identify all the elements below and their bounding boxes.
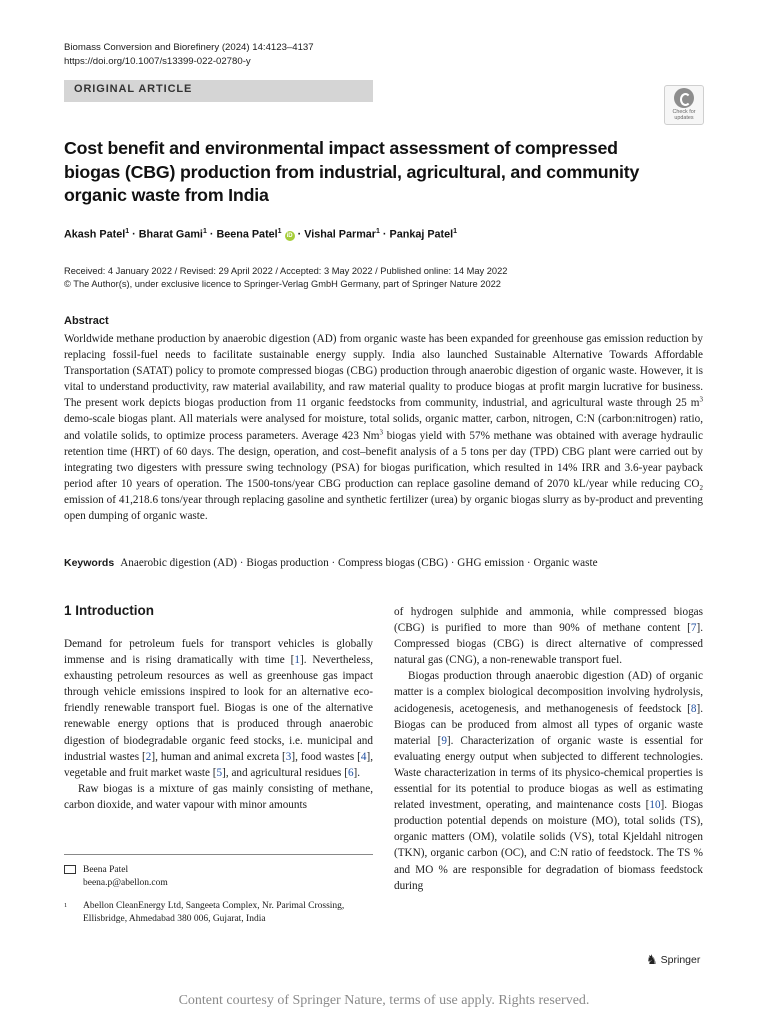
affiliation-marker: 1 xyxy=(202,228,207,235)
article-type-bar xyxy=(64,80,373,102)
courtesy-notice: Content courtesy of Springer Nature, terms of use apply. Rights reserved. xyxy=(178,993,590,1008)
author-separator: · xyxy=(379,228,390,241)
doi-link[interactable]: https://doi.org/10.1007/s13399-022-02780-y xyxy=(64,56,251,67)
keywords-label: Keywords xyxy=(64,557,115,569)
refresh-icon xyxy=(674,88,694,108)
superscript: 3 xyxy=(379,427,383,436)
paragraph xyxy=(394,604,703,668)
corresponding-author xyxy=(64,864,168,889)
text: ]. Nevertheless, exhausting petroleum resources as well as greenhouse gas impact through vehicle emissions inspired to look for an alternative eco-friendly renewable transport fuel. Biogas is one of the alternative renewable energy options that is produced through anaerobic digestion of biodegradable organic feed stocks, i.e. municipal and industrial wastes [ xyxy=(64,654,373,763)
text: ]. Biogas production potential depends on moisture (MO), total solids (TS), organic matters (OM), volatile solids (VS), total Kjeldahl nitrogen (TKN), organic carbon (OC), and C:N ratio of feedstock. The TS % and MO % are responsible for degradation of biomass feedstock during xyxy=(394,799,703,892)
check-for-updates-badge[interactable] xyxy=(664,85,704,125)
text: of hydrogen sulphide and ammonia, while compressed biogas (CBG) is purified to more than 90% of methane content [ xyxy=(394,606,703,635)
affiliation-marker: 1 xyxy=(453,228,458,235)
paragraph: Raw biogas is a mixture of gas mainly consisting of methane, carbon dioxide, and water vapour with minor amounts xyxy=(64,782,373,811)
affiliation-marker: 1 xyxy=(376,228,380,235)
abstract-text-part: emission of 41,218.6 tons/year through replacing gasoline and synthetic fertilizer (urea) by organic biogas slurry as by-product and preventing open dumping of organic waste. xyxy=(64,493,703,523)
affiliation xyxy=(64,900,373,925)
copyright-line: © The Author(s), under exclusive licence to Springer-Verlag GmbH Germany, part of Springer Nature 2022 xyxy=(64,279,501,289)
author-name[interactable]: Vishal Parmar xyxy=(304,228,377,241)
citation-link[interactable]: 2 xyxy=(145,750,152,763)
journal-header xyxy=(64,41,314,69)
journal-citation: Biomass Conversion and Biorefinery (2024) 14:4123–4137 xyxy=(64,42,314,53)
paragraph xyxy=(394,668,703,893)
right-column xyxy=(394,604,703,894)
author-name[interactable]: Bharat Gami xyxy=(138,228,203,241)
author-separator: · xyxy=(206,228,217,241)
text: ], and agricultural residues [ xyxy=(222,766,348,779)
text: ], human and animal excreta [ xyxy=(151,750,286,763)
keywords-text: Anaerobic digestion (AD) · Biogas production · Compress biogas (CBG) · GHG emission · Organic waste xyxy=(120,557,598,569)
citation-link[interactable]: 8 xyxy=(690,702,697,715)
abstract-body xyxy=(64,331,703,524)
text: ]. Compressed biogas (CBG) is direct alternative of compressed natural gas (CNG), a non-renewable transport fuel. xyxy=(394,622,703,667)
publication-dates xyxy=(64,265,507,291)
affiliation-marker: 1 xyxy=(125,228,130,235)
citation-link[interactable]: 3 xyxy=(285,750,292,763)
text: Demand for petroleum fuels for transport vehicles is globally immense and is rising dramatically with time [ xyxy=(64,638,373,667)
left-column xyxy=(64,636,373,813)
citation-link[interactable]: 4 xyxy=(360,750,367,763)
envelope-icon xyxy=(64,865,76,874)
keywords xyxy=(64,557,704,569)
author-name[interactable]: Pankaj Patel xyxy=(389,228,454,241)
text: ], food wastes [ xyxy=(291,750,361,763)
history-dates: Received: 4 January 2022 / Revised: 29 April 2022 / Accepted: 3 May 2022 / Published online: 14 May 2022 xyxy=(64,266,508,276)
author-separator: · xyxy=(294,228,305,241)
publisher-logo xyxy=(646,952,700,968)
citation-link[interactable]: 7 xyxy=(690,622,697,635)
article-type-label: ORIGINAL ARTICLE xyxy=(74,83,193,95)
citation-link[interactable]: 6 xyxy=(347,766,354,779)
affiliation-number: 1 xyxy=(64,902,68,909)
text: ], vegetable and fruit market waste [ xyxy=(64,750,373,779)
footnote-divider xyxy=(64,854,373,855)
text: Biogas production through anaerobic digestion (AD) of organic matter is a complex biological decomposition involving hydrolysis, acidogenesis, acetogenesis, and methanogenesis of feedstock [ xyxy=(394,670,703,715)
orcid-icon[interactable]: iD xyxy=(286,232,293,239)
paragraph xyxy=(64,636,373,781)
publisher-name: Springer xyxy=(660,954,701,966)
abstract-text-part: demo-scale biogas plant. All materials were analysed for moisture, total solids, organic matter, carbon, nitrogen, C:N (carbon:nitrogen) ratio, and volatile solids, to optimize process parameters. Average 423 Nm xyxy=(64,413,703,442)
section-heading: 1 Introduction xyxy=(64,603,154,618)
corresponding-email[interactable]: beena.p@abellon.com xyxy=(83,877,168,888)
paper-title: Cost benefit and environmental impact assessment of compressed biogas (CBG) production from industrial, agricultural, and community organic waste from India xyxy=(64,138,640,205)
author-name[interactable]: Beena Patel xyxy=(216,228,278,241)
subscript: 2 xyxy=(699,484,703,493)
check-updates-label: Check for updates xyxy=(672,109,696,121)
corresponding-name: Beena Patel xyxy=(83,865,129,875)
affiliation-marker: 1 xyxy=(277,228,282,235)
affiliation-text: Abellon CleanEnergy Ltd, Sangeeta Complex, Nr. Parimal Crossing, Ellisbridge, Ahmedabad 380 006, Gujarat, India xyxy=(83,901,345,924)
text: ]. Characterization of organic waste is essential for evaluating energy output when subjected to different technologies. Waste characterization in terms of its physico-chemical properties is essential for its potential to produce biogas as well as estimating related investment, operating, and maintenance costs [ xyxy=(394,734,704,812)
author-separator: · xyxy=(129,228,139,241)
citation-link[interactable]: 1 xyxy=(294,654,300,667)
author-list xyxy=(64,228,457,241)
springer-horse-icon: ♞ xyxy=(646,952,658,967)
citation-link[interactable]: 9 xyxy=(441,734,447,747)
citation-link[interactable]: 5 xyxy=(216,766,223,779)
abstract-text-part: biogas yield with 57% methane was obtained with average hydraulic retention time (HRT) of 60 days. The design, operation, and cost–benefit analysis of a 5 tons per day (TPD) CBG plant were carried out by integrating two digesters with pressure swing technology (PSA) for biogas purification, which resulted in 14% IRR and 3.6-year payback period after 10 years of operation. The 1500-tons/year CBG production can replace gasoline demand of 2070 kL/year while reducing CO xyxy=(64,429,704,490)
author-name[interactable]: Akash Patel xyxy=(64,228,126,241)
abstract-heading: Abstract xyxy=(64,315,109,327)
superscript: 3 xyxy=(699,395,703,404)
text: ]. Biogas can be produced from almost all types of organic waste material [ xyxy=(394,702,703,747)
citation-link[interactable]: 10 xyxy=(649,799,661,812)
abstract-text-part: Worldwide methane production by anaerobic digestion (AD) from organic waste has been expanded for greenhouse gas emission reduction by replacing fossil-fuel needs to facilitate sustainable energy supply. India also launched Sustainable Alternative Towards Affordable Transportation (SATAT) policy to promote compressed biogas (CBG) production through anaerobic digestion of organic waste. However, it is vital to understand productivity, raw material availability, and raw material quality to produce biogas at profit margin lucrative for business. The present work depicts biogas production from 11 organic feedstocks from community, industrial, and agricultural waste through 25 m xyxy=(64,333,703,410)
text: ]. xyxy=(353,766,361,779)
